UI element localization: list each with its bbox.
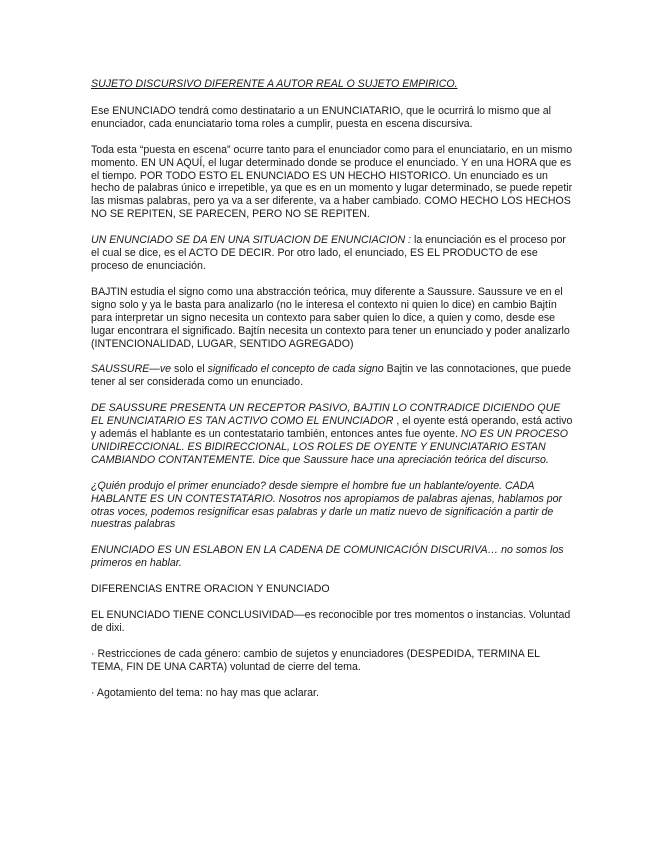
paragraph-primer-enunciado: ¿Quién produjo el primer enunciado? desde siempre el hombre fue un hablante/oyente. CADA HABLANTE ES UN CONTESTATARIO. Nosotros nos apropiamos de palabras ajenas, hablamos por otras voces, podemos resignificar esas palabras y darle un matiz nuevo de significación a partir de nuestras palabras: [91, 479, 563, 531]
paragraph-text: solo el: [171, 363, 208, 376]
paragraph-eslabon: ENUNCIADO ES UN ESLABON EN LA CADENA DE COMUNICACIÓN DISCURIVA… no somos los primeros en hablar.: [91, 544, 564, 570]
paragraph-heading: SAUSSURE—ve: [91, 363, 172, 376]
paragraph-heading: DE SAUSSURE PRESENTA UN RECEPTOR PASIVO, BAJTIN LO CONTRADICE DICIENDO QUE EL ENUNCIATARIO ES TAN ACTIVO COMO EL ENUNCIADOR: [91, 402, 561, 428]
paragraph-emphasis: NO ES UN PROCESO UNIDIRECCIONAL. ES BIDIRECCIONAL, LOS ROLES DE OYENTE Y ENUNCIATARIO ESTAN CAMBIANDO CONTANTEMENTE. Dice que Saussure hace una apreciación teórica del discurso.: [91, 428, 568, 466]
section-heading-diferencias: DIFERENCIAS ENTRE ORACION Y ENUNCIADO: [91, 583, 330, 596]
paragraph-emphasis: significado el concepto de cada signo: [207, 363, 384, 376]
paragraph-receptor-pasivo: [91, 402, 573, 467]
document-page: [91, 78, 573, 713]
document-title: SUJETO DISCURSIVO DIFERENTE A AUTOR REAL O SUJETO EMPIRICO.: [91, 78, 458, 90]
paragraph-text: , el oyente está operando, está activo y además el hablante es un contestatario también, entonces antes fue oyente.: [91, 415, 573, 441]
paragraph-situacion-enunciacion: [91, 234, 573, 273]
paragraph-conclusividad: EL ENUNCIADO TIENE CONCLUSIVIDAD—es reconocible por tres momentos o instancias. Voluntad de dixi.: [91, 609, 571, 634]
paragraph-text: Bajtin ve las connotaciones, que puede tener al ser considerada como un enunciado.: [91, 363, 571, 389]
paragraph-puesta-en-escena: Toda esta “puesta en escena” ocurre tanto para el enunciador como para el enunciatario, en un mismo momento. EN UN AQUÍ, el lugar determinado donde se produce el enunciado. Y en una HORA que es el tiempo. POR TODO ESTO EL ENUNCIADO ES UN HECHO HISTORICO. Un enunciado es un hecho de palabras único e irrepetible, ya que es en un momento y lugar determinado, se puede repetir las mismas palabras, pero ya va a ser diferente, va a haber cambiado. COMO HECHO LOS HECHOS NO SE REPITEN, SE PARECEN, PERO NO SE REPITEN.: [91, 143, 573, 221]
list-item-agotamiento: · Agotamiento del tema: no hay mas que aclarar.: [91, 686, 319, 699]
paragraph-enunciatario: Ese ENUNCIADO tendrá como destinatario a un ENUNCIATARIO, que le ocurrirá lo mismo que al enunciador, cada enunciatario toma roles a cumplir, puesta en escena discursiva.: [91, 104, 552, 130]
list-item-restricciones: · Restricciones de cada género: cambio de sujetos y enunciadores (DESPEDIDA, TERMINA EL TEMA, FIN DE UNA CARTA) voluntad de cierre del tema.: [91, 647, 540, 673]
paragraph-saussure: [91, 363, 573, 389]
paragraph-bajtin: BAJTIN estudia el signo como una abstracción teórica, muy diferente a Saussure. Saussure ve en el signo solo y ya le basta para analizarlo (no le interesa el contexto ni quien lo dice) en cambio Bajtín para interpretar un signo necesita un contexto para saber quien lo dice, a quien y como, desde ese lugar encontrara el significado. Bajtín necesita un contexto para tener un enunciado y poder analizarlo (INTENCIONALIDAD, LUGAR, SENTIDO AGREGADO): [91, 285, 570, 350]
paragraph-text: la enunciación es el proceso por el cual se dice, es el ACTO DE DECIR. Por otro lado, el enunciado, ES EL PRODUCTO de ese proceso de enunciación.: [91, 234, 566, 272]
paragraph-heading: UN ENUNCIADO SE DA EN UNA SITUACION DE ENUNCIACION :: [91, 234, 412, 247]
